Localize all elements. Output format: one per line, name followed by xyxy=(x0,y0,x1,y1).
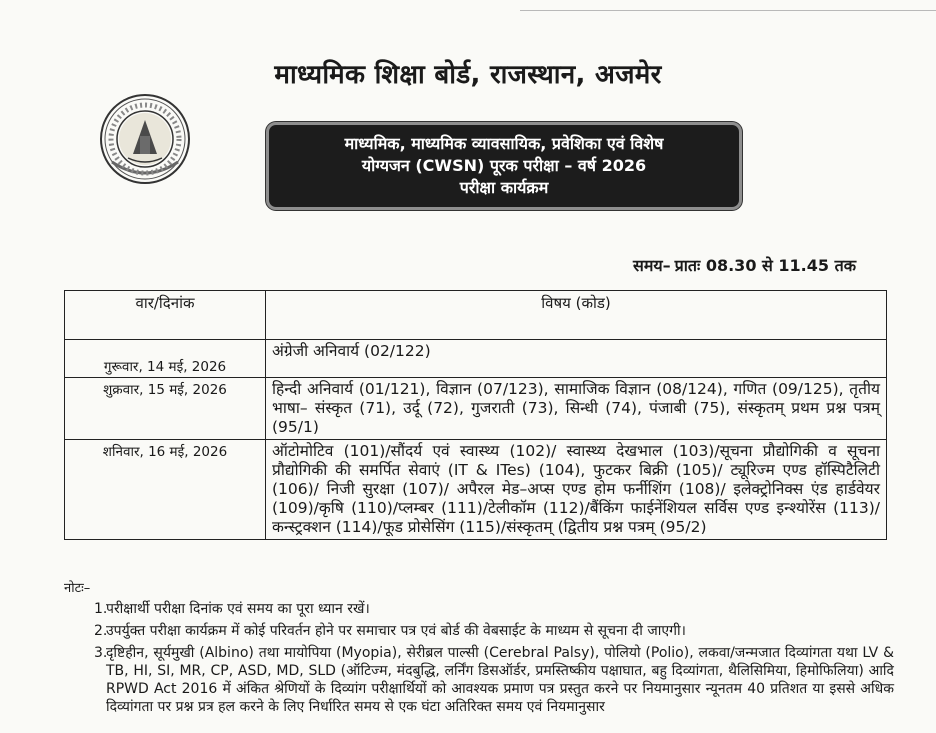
note-number: 3. xyxy=(94,645,108,661)
row-subjects: अंग्रेजी अनिवार्य (02/122) xyxy=(266,340,887,378)
list-item xyxy=(64,622,894,640)
table-row xyxy=(65,340,887,378)
notes-label: नोटः– xyxy=(64,581,91,596)
row-day: शनिवार, 16 मई, 2026 xyxy=(65,440,266,540)
table-header-row xyxy=(65,291,887,340)
exam-title-banner xyxy=(266,122,742,210)
table-row xyxy=(65,378,887,440)
row-day: शुक्रवार, 15 मई, 2026 xyxy=(65,378,266,440)
list-item xyxy=(64,644,894,716)
banner-line-1: माध्यमिक, माध्यमिक व्यावसायिक, प्रवेशिका एवं विशेष xyxy=(344,134,664,153)
banner-line-2: योग्यजन (CWSN) पूरक परीक्षा – वर्ष 2026 xyxy=(361,156,647,175)
note-text: दृष्टिहीन, सूर्यमुखी (Albino) तथा मायोपिया (Myopia), सेरीब्रल पाल्सी (Cerebral Palsy), पोलियो (Polio), लकवा/जन्मजात दिव्यांगता यथा LV & TB, HI, SI, MR, CP, ASD, MD, SLD (ऑटिज्म, मंदबुद्धि, लर्निंग डिसऑर्डर, प्रमस्तिष्कीय पक्षाघात, बहु दिव्यांगता, थैलिसिमिया, हिमोफिलिया) आदि RPWD Act 2016 में अंकित श्रेणियों के दिव्यांग परीक्षार्थियों को आवश्यक प्रमाण पत्र प्रस्तुत करने पर नियमानुसार न्यूनतम 40 प्रतिशत या इससे अधिक दिव्यांगता पर प्रश्न प्रत्र हल करने के लिए निर्धारित समय से एक घंटा अतिरिक्त समय एवं नियमानुसार xyxy=(106,645,894,715)
note-text: परीक्षार्थी परीक्षा दिनांक एवं समय का पूरा ध्यान रखें। xyxy=(106,601,370,617)
top-rule xyxy=(520,10,936,11)
row-subjects: हिन्दी अनिवार्य (01/121), विज्ञान (07/123), सामाजिक विज्ञान (08/124), गणित (09/125), तृतीय भाषा– संस्कृत (71), उर्दू (72), गुजराती (73), सिन्धी (74), पंजाबी (75), संस्कृतम् प्रथम प्रश्न पत्रम् (95/1) xyxy=(266,378,887,440)
note-text: उपर्युक्त परीक्षा कार्यक्रम में कोई परिवर्तन होने पर समाचार पत्र एवं बोर्ड की वेबसाईट के माध्यम से सूचना दी जाएगी। xyxy=(106,623,686,639)
note-number: 2. xyxy=(94,623,108,639)
timing-label: समय– xyxy=(633,256,671,275)
list-item xyxy=(64,600,894,618)
notes-list xyxy=(64,600,894,720)
column-header-day: वार/दिनांक xyxy=(65,291,266,340)
banner-line-3: परीक्षा कार्यक्रम xyxy=(459,178,549,197)
column-header-subject: विषय (कोड) xyxy=(266,291,887,340)
exam-schedule-table xyxy=(64,290,887,540)
row-day: गुरूवार, 14 मई, 2026 xyxy=(65,340,266,378)
board-seal-logo xyxy=(98,92,192,186)
timing-value: प्रातः 08.30 से 11.45 तक xyxy=(674,256,856,275)
exam-timing xyxy=(629,254,856,276)
row-subjects: ऑटोमोटिव (101)/सौंदर्य एवं स्वास्थ्य (102)/ स्वास्थ्य देखभाल (103)/सूचना प्रौद्योगिकी व सूचना प्रौद्योगिकी की समर्पित सेवाएं (IT & ITes) (104), फुटकर बिक्री (105)/ ट्यूरिज्म एण्ड हॉस्पिटैलिटी (106)/ निजी सुरक्षा (107)/ अपैरल मेड–अप्स एण्ड होम फर्नीशिंग (108)/ इलेक्ट्रोनिक्स एंड हार्डवेयर (109)/कृषि (110)/प्लम्बर (111)/टेलीकॉम (112)/बैंकिंग फाईनेंशियल सर्विस एण्ड इन्श्योरेंस (113)/कन्स्ट्रक्शन (114)/फूड प्रोसेसिंग (115)/संस्कृतम् (द्वितीय प्रश्न पत्रम् (95/2) xyxy=(266,440,887,540)
note-number: 1. xyxy=(94,601,108,617)
table-row xyxy=(65,440,887,540)
board-title: माध्यमिक शिक्षा बोर्ड, राजस्थान, अजमेर xyxy=(274,60,662,90)
